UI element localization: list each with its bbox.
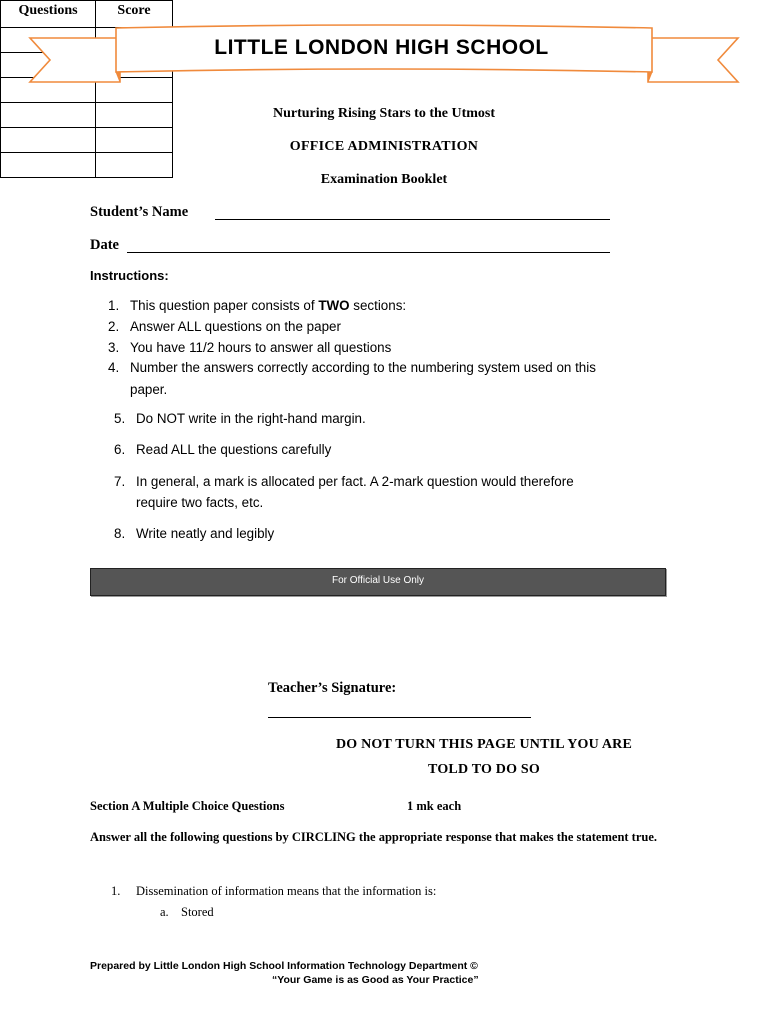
official-use-label: For Official Use Only (331, 575, 425, 586)
date-line[interactable] (127, 252, 610, 253)
instruction-text (130, 295, 406, 316)
notice-line-2: TOLD TO DO SO (428, 762, 540, 777)
instructions-heading: Instructions: (90, 268, 169, 283)
footer-slogan: “Your Game is as Good as Your Practice” (272, 974, 479, 986)
instruction-text: Number the answers correctly according to the numbering system used on this (130, 360, 596, 375)
instruction-item (114, 523, 684, 544)
instruction-text: Write neatly and legibly (136, 526, 275, 541)
booklet-title: Examination Booklet (320, 172, 448, 187)
instruction-bold: TWO (318, 298, 350, 313)
instruction-number: 7. (114, 474, 126, 489)
instruction-text: You have 11/2 hours to answer all questions (130, 340, 392, 355)
instruction-text: require two facts, etc. (136, 495, 264, 510)
score-column-header: Score (96, 1, 173, 28)
instruction-number: 3. (108, 340, 120, 355)
instruction-number: 2. (108, 319, 120, 334)
instruction-item (114, 408, 684, 429)
section-a-title: Section A Multiple Choice Questions (90, 799, 285, 813)
instruction-text: Read ALL the questions carefully (136, 442, 332, 457)
instruction-text: Do NOT write in the right-hand margin. (136, 411, 366, 426)
instruction-number: 5. (114, 411, 126, 426)
teacher-signature-label: Teacher’s Signature: (268, 680, 397, 696)
footer-credit: Prepared by Little London High School Information Technology Department © (90, 960, 478, 972)
section-a-instruction: Answer all the following questions by CIRCLING the appropriate response that makes the statement true. (90, 830, 658, 844)
instruction-item (108, 357, 688, 399)
instruction-item (108, 295, 678, 316)
question-number: 1. (111, 884, 121, 898)
section-a-marks: 1 mk each (407, 799, 462, 813)
instruction-text-part: This question paper consists of (130, 298, 319, 313)
instruction-number: 1. (108, 298, 120, 313)
school-motto: Nurturing Rising Stars to the Utmost (272, 106, 496, 121)
instruction-text: paper. (130, 382, 168, 397)
option-letter: a. (160, 905, 169, 919)
instruction-text-part: sections: (349, 298, 407, 313)
student-name-label: Student’s Name (90, 204, 189, 220)
instruction-number: 6. (114, 442, 126, 457)
instruction-item (114, 439, 684, 460)
instruction-text: In general, a mark is allocated per fact. A 2-mark question would therefore (136, 474, 574, 489)
option-text[interactable]: Stored (181, 905, 214, 919)
date-label: Date (90, 237, 119, 253)
notice-line-1: DO NOT TURN THIS PAGE UNTIL YOU ARE (335, 737, 632, 752)
student-name-line[interactable] (215, 219, 610, 220)
teacher-signature-line[interactable] (268, 702, 531, 718)
subject-title: OFFICE ADMINISTRATION (289, 139, 479, 154)
school-name: LITTLE LONDON HIGH SCHOOL (214, 36, 549, 59)
instruction-item (108, 337, 678, 358)
instruction-number: 8. (114, 526, 126, 541)
official-use-bar (90, 568, 666, 596)
instruction-item (108, 316, 678, 337)
instruction-item (114, 471, 684, 513)
question-text: Dissemination of information means that the information is: (136, 884, 437, 898)
questions-column-header: Questions (1, 1, 96, 28)
instruction-number: 4. (108, 360, 120, 375)
instruction-text: Answer ALL questions on the paper (130, 319, 341, 334)
